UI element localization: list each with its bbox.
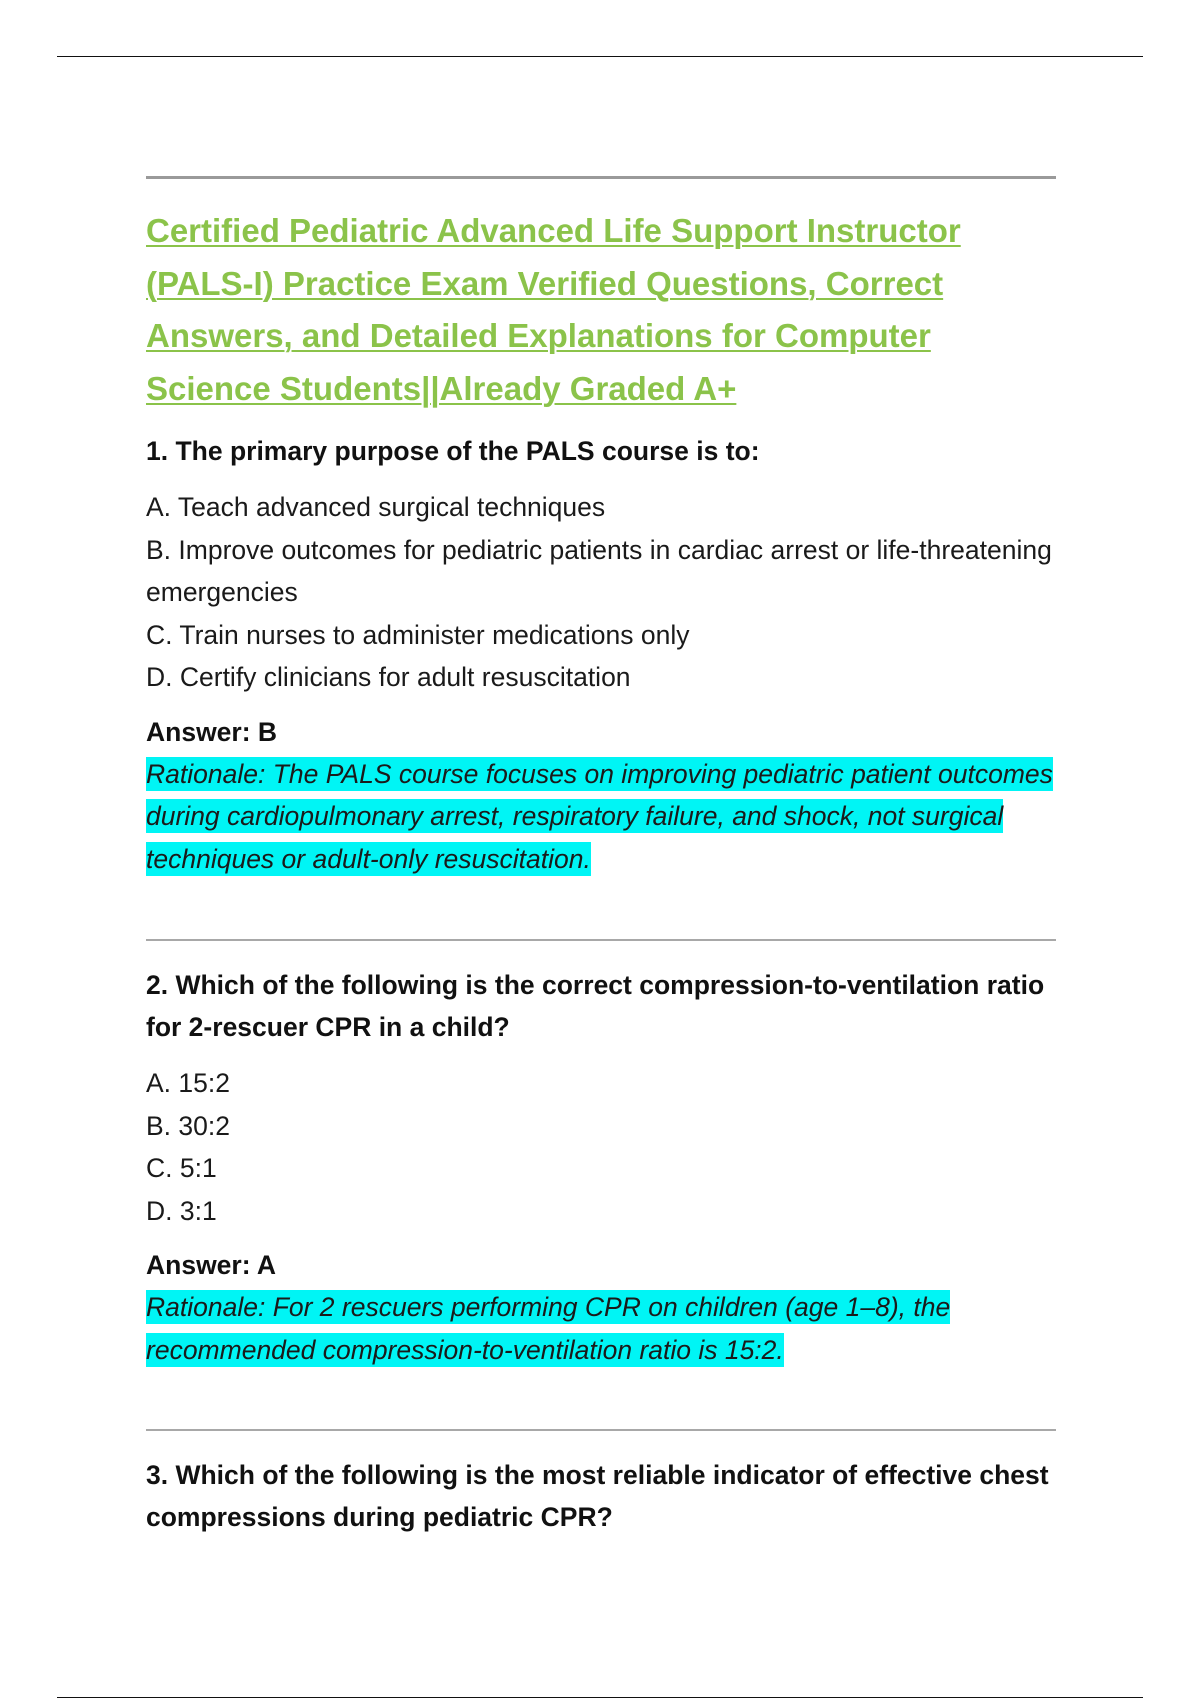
question-text: 3. Which of the following is the most reliable indicator of effective chest compressions during pediatric CPR?: [146, 1460, 1049, 1532]
option-b: B. 30:2: [146, 1110, 230, 1141]
rationale-highlight: Rationale: The PALS course focuses on improving pediatric patient outcomes during cardiopulmonary arrest, respiratory failure, and shock, not surgical techniques or adult-only resuscitation.: [146, 758, 1053, 874]
page-top-rule: [57, 56, 1143, 57]
option-c: C. Train nurses to administer medications only: [146, 619, 690, 650]
question-divider: [146, 1429, 1056, 1431]
option-c: C. 5:1: [146, 1153, 217, 1183]
option-d: D. Certify clinicians for adult resuscitation: [146, 662, 631, 692]
title-divider: [146, 176, 1056, 179]
option-list: [146, 1062, 1056, 1232]
question-text: 2. Which of the following is the correct compression-to-ventilation ratio for 2-rescuer CPR in a child?: [146, 970, 1045, 1042]
question-divider: [146, 939, 1056, 941]
option-list: [146, 486, 1056, 699]
rationale-text: [146, 1286, 1056, 1371]
document-title[interactable]: Certified Pediatric Advanced Life Support Instructor (PALS-I) Practice Exam Verified Questions, Correct Answers, and Detailed Explanations for Computer Science Students||Already Graded A+: [146, 212, 961, 407]
answer-label: Answer: B: [146, 716, 278, 747]
page-bottom-rule: [57, 1697, 1143, 1698]
rationale-text: [146, 753, 1056, 881]
question-block-3: [146, 1454, 1056, 1538]
question-block-1: [146, 430, 1056, 880]
option-d: D. 3:1: [146, 1195, 217, 1226]
question-text: 1. The primary purpose of the PALS course is to:: [146, 436, 760, 466]
answer-label: Answer: A: [146, 1250, 277, 1280]
option-a: A. 15:2: [146, 1068, 230, 1098]
option-a: A. Teach advanced surgical techniques: [146, 492, 606, 522]
question-block-2: [146, 964, 1056, 1371]
option-b: B. Improve outcomes for pediatric patients in cardiac arrest or life-threatening emergencies: [146, 534, 1052, 607]
rationale-highlight: Rationale: For 2 rescuers performing CPR on children (age 1–8), the recommended compression-to-ventilation ratio is 15:2.: [146, 1292, 951, 1365]
